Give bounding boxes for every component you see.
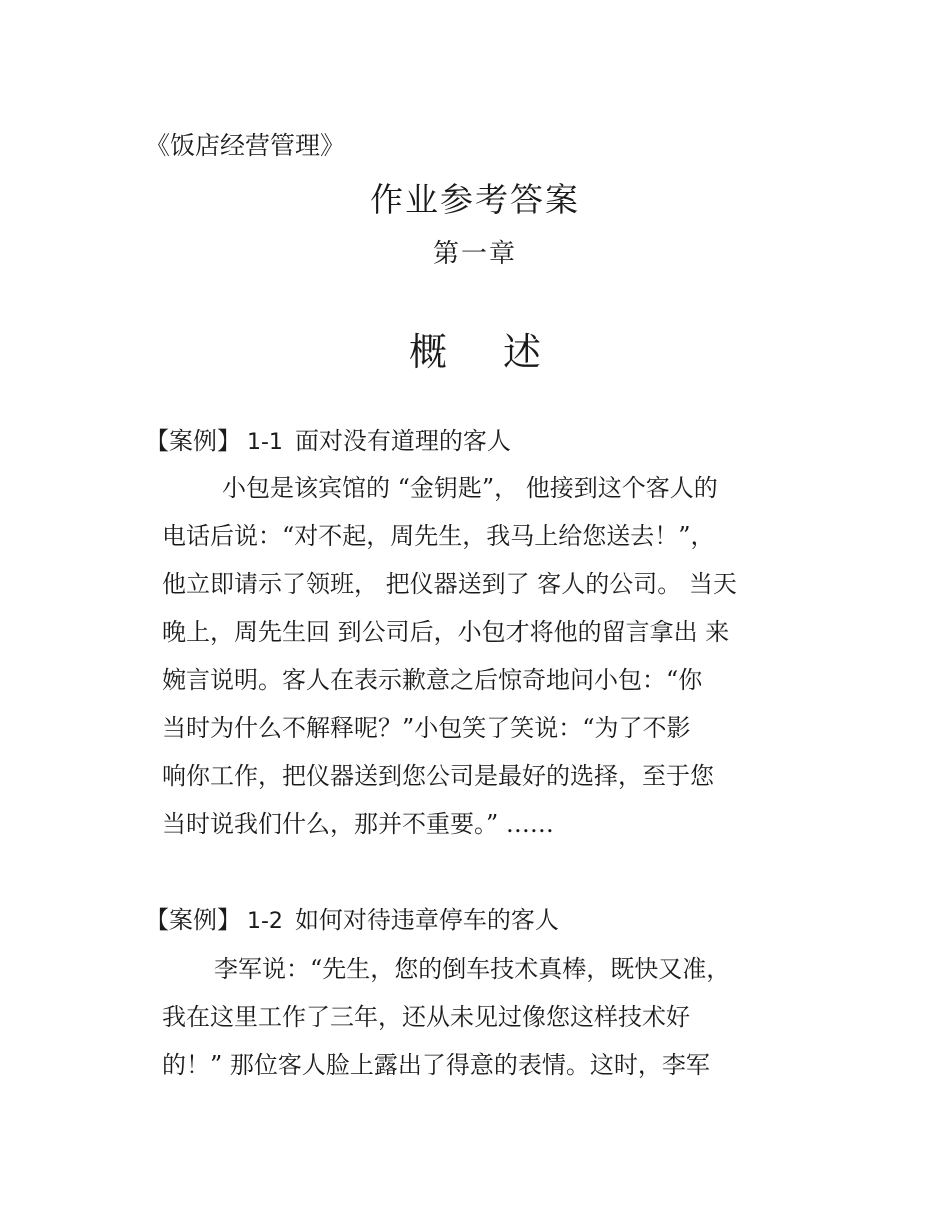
paragraph-line: 李军说：“先生，您的倒车技术真棒，既快又准，	[214, 955, 731, 983]
case-title: 如何对待违章停车的客人	[294, 906, 559, 934]
chapter-heading: 第一章	[432, 239, 517, 269]
book-title: 《饭店经营管理》	[145, 131, 346, 160]
case-heading	[145, 429, 511, 454]
section-heading: 概 述	[408, 330, 564, 374]
case-heading	[145, 908, 559, 933]
paragraph-line: 婉言说明。客人在表示歉意之后惊奇地问小包：“你	[162, 666, 703, 694]
case-label: 【案例】	[145, 906, 241, 934]
paragraph-line: 小包是该宾馆的 “金钥匙”， 他接到这个客人的	[222, 474, 718, 502]
case-title: 面对没有道理的客人	[294, 427, 511, 455]
paragraph-line: 我在这里工作了三年，还从未见过像您这样技术好	[162, 1003, 690, 1031]
paragraph-line: 当时说我们什么，那并不重要。” ……	[162, 810, 554, 838]
doc-title: 作业参考答案	[370, 180, 580, 219]
paragraph-line: 当时为什么不解释呢？”小包笑了笑说：“为了不影	[162, 714, 691, 742]
paragraph-line: 响你工作，把仪器送到您公司是最好的选择，至于您	[162, 762, 714, 790]
paragraph-line: 电话后说：“对不起，周先生，我马上给您送去！”，	[162, 522, 715, 550]
case-number: 1-2	[247, 909, 283, 934]
case-label: 【案例】	[145, 427, 241, 455]
paragraph-line: 晚上，周先生回 到公司后，小包才将他的留言拿出 来	[162, 618, 730, 646]
case-number: 1-1	[247, 430, 283, 455]
paragraph-line: 的！” 那位客人脸上露出了得意的表情。这时，李军	[162, 1051, 710, 1079]
paragraph-line: 他立即请示了领班， 把仪器送到了 客人的公司。 当天	[162, 570, 737, 598]
